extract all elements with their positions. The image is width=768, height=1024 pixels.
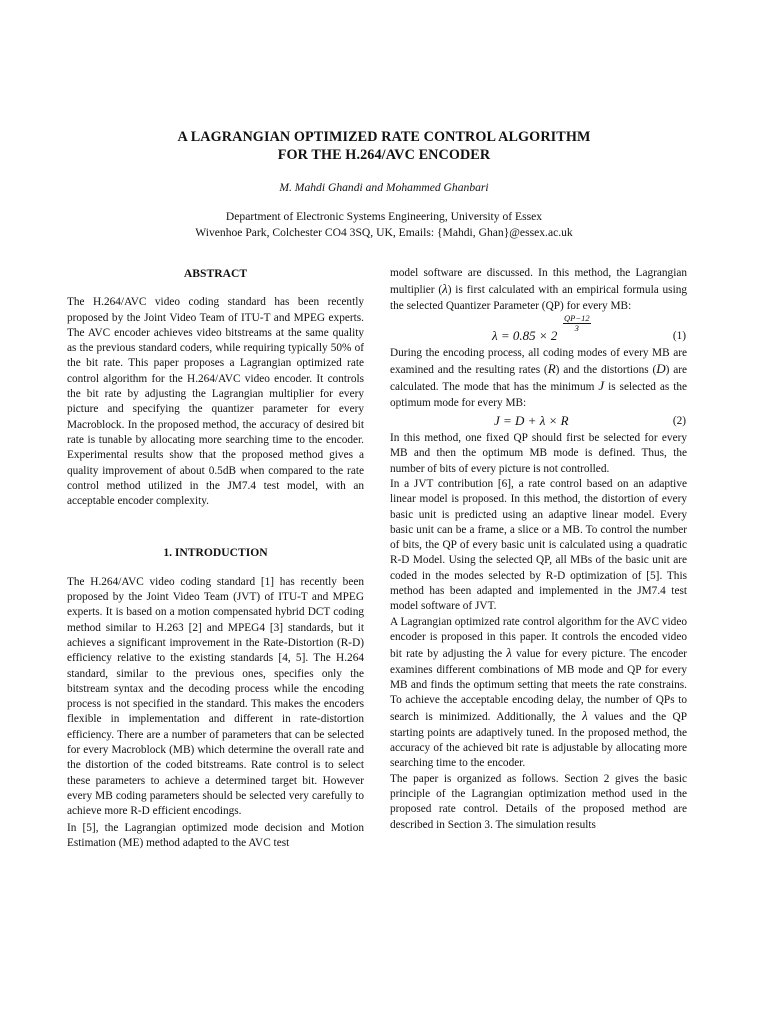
right-column — [390, 266, 687, 833]
affiliation — [60, 209, 708, 241]
text-run: A Lagrangian optimized rate control algorithm for the AVC video encoder is proposed in this paper. It controls the encoded video bit rate by adjusting the — [390, 615, 687, 661]
intro-paragraph-2: In [5], the Lagrangian optimized mode decision and Motion Estimation (ME) method adapted to the AVC test — [67, 821, 364, 849]
equation-1 — [390, 314, 687, 346]
text-run: value for every picture. The encoder examines different combinations of MB mode and QP for every MB and finds the optimum setting that meets the rate constrains. To achieve the acceptable encoding delay, the number of QPs to search is minimized. Additionally, the — [390, 648, 687, 724]
rate-symbol: R — [547, 361, 556, 377]
right-paragraph-5 — [390, 615, 687, 772]
equation-2-body: J = D + λ × R — [494, 413, 569, 429]
equation-1-exponent — [563, 314, 591, 333]
right-paragraph-6: The paper is organized as follows. Section 2 gives the basic principle of the Lagrangian optimization method used in the proposed rate control. Details of the proposed method are described in Section 3. The simulation results — [390, 772, 687, 831]
abstract-heading: ABSTRACT — [183, 267, 248, 280]
equation-1-body: λ = 0.85 × 2 — [492, 327, 558, 343]
title-line-1: A LAGRANGIAN OPTIMIZED RATE CONTROL ALGORITHM — [177, 129, 591, 145]
text-run: ) is first calculated with an empirical formula using the selected Quantizer Parameter (QP) for every MB: — [390, 284, 688, 312]
lambda-symbol: λ — [442, 281, 448, 297]
text-run: During the encoding process, all coding modes of every MB are examined and the resulting rates ( — [390, 346, 687, 377]
text-run: ) are calculated. The mode that has the minimum — [390, 364, 687, 394]
right-paragraph-4: In a JVT contribution [6], a rate control based on an adaptive linear model is proposed. In this method, the distortion of every basic unit is predicted using an adaptive linear model. Every basic unit can be a frame, a slice or a MB. To control the number of bits, the QP of every basic unit is calculated using a quadratic R-D Model. Using the selected QP, all MBs of the basic unit are coded in the modes selected by R-D optimization of [5]. This method has been adapted and implemented in the JM7.4 test model software of JVT. — [390, 477, 687, 613]
intro-paragraph-1: The H.264/AVC video coding standard [1] has recently been proposed by the Joint Video Team (JVT) of ITU-T and MPEG experts. It is based on a motion compensated hybrid DCT coding method similar to H.263 [2] and MPEG4 [3] standards, but it achieves a significant improvement in the Rate-Distortion (R-D) efficiency relative to the existing standards [4, 5]. The H.264 standard, similar to the previous ones, specifies only the bitstream syntax and the decoding process while the encoding process is not specified in the standard. This makes the encoders flexible in implementation and different in rate-distortion efficiency. There are a number of parameters that can be selected for every Macroblock (MB) which determine the overall rate and the distortion of the coded bitstreams. Rate control is to select these parameters to achieve a determined target bit. However every MB coding parameters should be selected very carefully to achieve more R-D efficient encodings. — [67, 575, 364, 818]
right-paragraph-1 — [390, 266, 687, 314]
equation-2-number: (2) — [672, 415, 686, 428]
affiliation-line-2: Wivenhoe Park, Colchester CO4 3SQ, UK, Emails: {Mahdi, Ghan}@essex.ac.uk — [195, 226, 573, 239]
text-run: model software are discussed. In this method, the Lagrangian multiplier ( — [390, 267, 687, 297]
exponent-numerator: QP−12 — [564, 312, 590, 323]
text-run: is selected as the optimum mode for every MB: — [390, 381, 688, 409]
introduction-heading: 1. INTRODUCTION — [163, 546, 268, 560]
distortion-symbol: D — [656, 361, 666, 377]
paper-title — [60, 128, 708, 164]
right-paragraph-3: In this method, one fixed QP should first be selected for every MB and then the optimum MB mode is defined. Thus, the number of bits of every picture is not controlled. — [390, 432, 687, 475]
cost-symbol: J — [598, 378, 605, 394]
equation-2 — [390, 411, 687, 431]
left-column — [67, 266, 364, 851]
title-line-2: FOR THE H.264/AVC ENCODER — [277, 147, 491, 163]
text-run: ) and the distortions ( — [555, 364, 657, 377]
exponent-denominator: 3 — [574, 322, 579, 333]
equation-1-number: (1) — [672, 329, 686, 342]
affiliation-line-1: Department of Electronic Systems Engineering, University of Essex — [225, 210, 543, 223]
right-paragraph-2 — [390, 346, 687, 411]
abstract-text: The H.264/AVC video coding standard has been recently proposed by the Joint Video Team of ITU-T and MPEG experts. The AVC encoder achieves video bitstreams at the same quality as the previous standard coders, while requiring typically 50% of the bit rate. This paper proposes a Lagrangian optimized rate control algorithm for the H.264/AVC video encoder. It controls the bit rate by adjusting the Lagrangian multiplier for every picture and specifying the quantizer parameter for every Macroblock. In the proposed method, the accuracy of desired bit rate is tunable by allocating more searching time to the encoder. Experimental results show that the proposed method gives a quality improvement of about 0.5dB when compared to the rate control method utilized in the JM7.4 test model, with an acceptable encoder complexity. — [67, 296, 364, 508]
text-run: values and the QP starting points are adaptively tuned. In the proposed method, the accuracy of the achieved bit rate is adjustable by allocating more searching time to the encoder. — [390, 711, 687, 770]
lambda-symbol: λ — [506, 645, 512, 661]
lambda-symbol: λ — [582, 708, 588, 724]
authors: M. Mahdi Ghandi and Mohammed Ghanbari — [279, 181, 489, 194]
